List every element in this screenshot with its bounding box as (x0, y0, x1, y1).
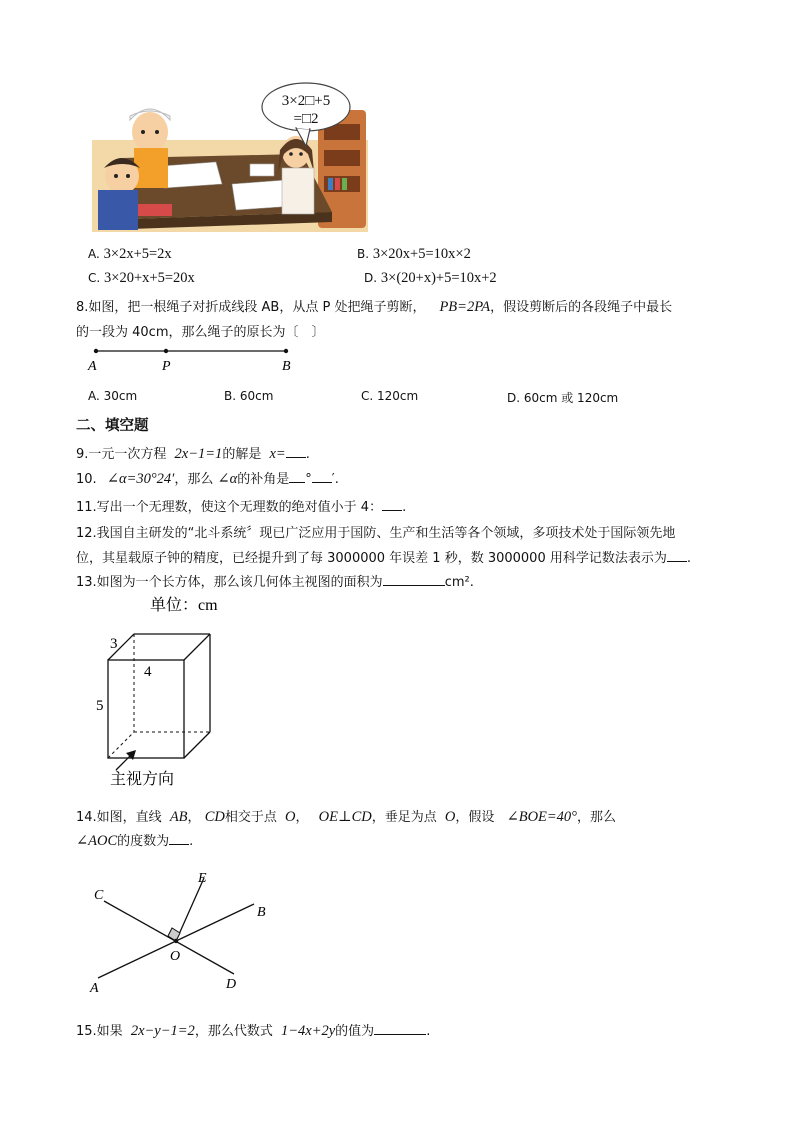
dim-height: 5 (96, 698, 104, 714)
q14-line-1: 14.如图，直线 AB， CD相交于点 O， OE⊥CD，垂足为点 O，假设 ∠BOE=40°，那么 (76, 809, 616, 825)
q10: 10. ∠α=30°24′，那么 ∠α的补角是 ° ′. (76, 471, 339, 487)
unit-label: 单位：cm (150, 597, 218, 614)
q10-degree-blank[interactable] (289, 471, 305, 483)
label-b: B (282, 359, 291, 374)
q8-option-a: A. 30cm (88, 389, 138, 403)
direction-label: 主视方向 (110, 771, 175, 788)
q8-option-c: C. 120cm (361, 389, 419, 403)
q11-answer-blank[interactable] (382, 499, 402, 511)
q12-line-1: 12.我国自主研发的“北斗系统〞现已广泛应用于国防、生产和生活等各个领域，多项技术处于国际领先地 (76, 526, 676, 541)
q8-option-b: B. 60cm (224, 389, 274, 403)
section-title: 二、填空题 (76, 418, 149, 434)
q15-answer-blank[interactable] (374, 1023, 426, 1035)
q9-answer-blank[interactable] (286, 446, 306, 458)
q13: 13.如图为一个长方体，那么该几何体主视图的面积为 cm². (76, 575, 474, 590)
label-b: B (257, 905, 266, 920)
q7-option-b: B. 3×20x+5=10x×2 (357, 246, 471, 262)
dim-width: 4 (144, 664, 152, 680)
q13-answer-blank[interactable] (383, 574, 445, 586)
label-p: P (162, 359, 171, 374)
point-b (284, 349, 288, 353)
q8-segment-figure (84, 342, 304, 376)
point-o (174, 939, 178, 943)
q7-option-c: C. 3×20+x+5=20x (88, 270, 195, 286)
bubble-line-1: 3×2□+5 (281, 93, 331, 109)
q11: 11.写出一个无理数，使这个无理数的绝对值小于 4： . (76, 500, 407, 515)
q14-answer-blank[interactable] (169, 833, 189, 845)
dim-depth: 3 (110, 636, 118, 652)
point-a (94, 349, 98, 353)
q14-line-2: ∠AOC的度数为 . (76, 833, 194, 849)
label-a: A (88, 359, 97, 374)
label-a: A (90, 981, 99, 996)
q9: 9.一元一次方程 2x−1=1的解是 x= . (76, 446, 310, 462)
classroom-illustration (92, 80, 368, 232)
q8-line-1: 8.如图，把一根绳子对折成线段 AB，从点 P 处把绳子剪断， PB=2PA，假设剪断后的各段绳子中最长 (76, 299, 673, 315)
q7-option-d: D. 3×(20+x)+5=10x+2 (364, 270, 497, 286)
label-e: E (198, 871, 207, 886)
q12-answer-blank[interactable] (667, 550, 687, 562)
q8-line-2: 的一段为 40cm，那么绳子的原长为〔 〕 (76, 325, 325, 340)
q13-cuboid-figure (92, 590, 252, 790)
q12-line-2: 位，其星载原子钟的精度，已经提升到了每 3000000 年误差 1 秒，数 3000000 用科学记数法表示为 . (76, 551, 692, 566)
q15: 15.如果 2x−y−1=2，那么代数式 1−4x+2y的值为 . (76, 1023, 431, 1039)
q14-lines-figure (84, 866, 284, 996)
q7-option-a: A. 3×2x+5=2x (88, 246, 172, 262)
point-p (164, 349, 168, 353)
label-o: O (170, 949, 181, 964)
q8-option-d: D. 60cm 或 120cm (507, 391, 619, 405)
label-d: D (226, 977, 237, 992)
bubble-line-2: =□2 (293, 111, 319, 127)
right-angle-mark (168, 928, 180, 941)
q10-minute-blank[interactable] (312, 471, 332, 483)
label-c: C (94, 888, 104, 903)
